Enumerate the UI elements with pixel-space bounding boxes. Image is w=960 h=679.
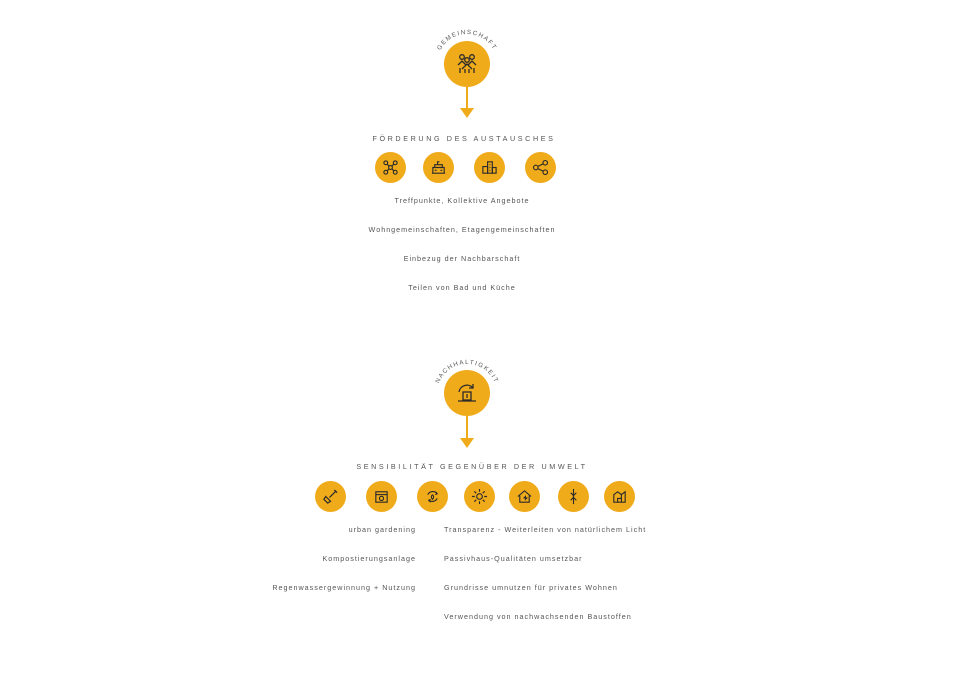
arrow-down-icon xyxy=(459,86,475,120)
section1-item-1: Treffpunkte, Kollektive Angebote xyxy=(394,196,530,205)
section2-heading: SENSIBILITÄT GEGENÜBER DER UMWELT xyxy=(356,462,588,471)
section2-left-item-3: Regenwassergewinnung + Nutzung xyxy=(272,583,416,592)
sun-icon xyxy=(471,488,488,505)
recycle-icon-circle xyxy=(417,481,448,512)
light-icon-circle xyxy=(558,481,589,512)
blocks-icon xyxy=(481,159,498,176)
nachhaltigkeit-node xyxy=(444,370,490,416)
gemeinschaft-node xyxy=(444,41,490,87)
building-icon xyxy=(430,159,447,176)
sun-icon-circle xyxy=(464,481,495,512)
section2-left-item-2: Kompostierungsanlage xyxy=(322,554,416,563)
passive-house-icon-circle xyxy=(509,481,540,512)
blocks-icon-circle xyxy=(474,152,505,183)
section2-right-item-3: Grundrisse umnutzen für privates Wohnen xyxy=(444,583,618,592)
shovel-icon xyxy=(322,488,339,505)
section2-right-item-1: Transparenz - Weiterleiten von natürlichem Licht xyxy=(444,525,647,534)
floorplan-icon-circle xyxy=(604,481,635,512)
section2-right-item-4: Verwendung von nachwachsenden Baustoffen xyxy=(444,612,632,621)
community-icon xyxy=(454,51,480,77)
svg-text:GEMEINSCHAFT: GEMEINSCHAFT xyxy=(435,28,499,52)
recycle-icon xyxy=(424,488,441,505)
section1-heading: FÖRDERUNG DES AUSTAUSCHES xyxy=(372,134,556,143)
share-icon-circle xyxy=(525,152,556,183)
share-icon xyxy=(532,159,549,176)
shovel-icon-circle xyxy=(315,481,346,512)
section1-item-2: Wohngemeinschaften, Etagengemeinschaften xyxy=(368,225,556,234)
compost-icon-circle xyxy=(366,481,397,512)
building-icon-circle xyxy=(423,152,454,183)
section2-left-item-1: urban gardening xyxy=(348,525,416,534)
network-icon xyxy=(382,159,399,176)
compost-icon xyxy=(373,488,390,505)
sustainability-icon xyxy=(454,380,480,406)
passive-house-icon xyxy=(516,488,533,505)
arrow-down-icon xyxy=(459,416,475,450)
floorplan-icon xyxy=(611,488,628,505)
network-icon-circle xyxy=(375,152,406,183)
svg-text:NACHHALTIGKEIT: NACHHALTIGKEIT xyxy=(434,358,500,385)
section1-item-3: Einbezug der Nachbarschaft xyxy=(403,254,521,263)
section2-right-item-2: Passivhaus-Qualitäten umsetzbar xyxy=(444,554,583,563)
light-icon xyxy=(565,488,582,505)
section1-item-4: Teilen von Bad und Küche xyxy=(408,283,516,292)
